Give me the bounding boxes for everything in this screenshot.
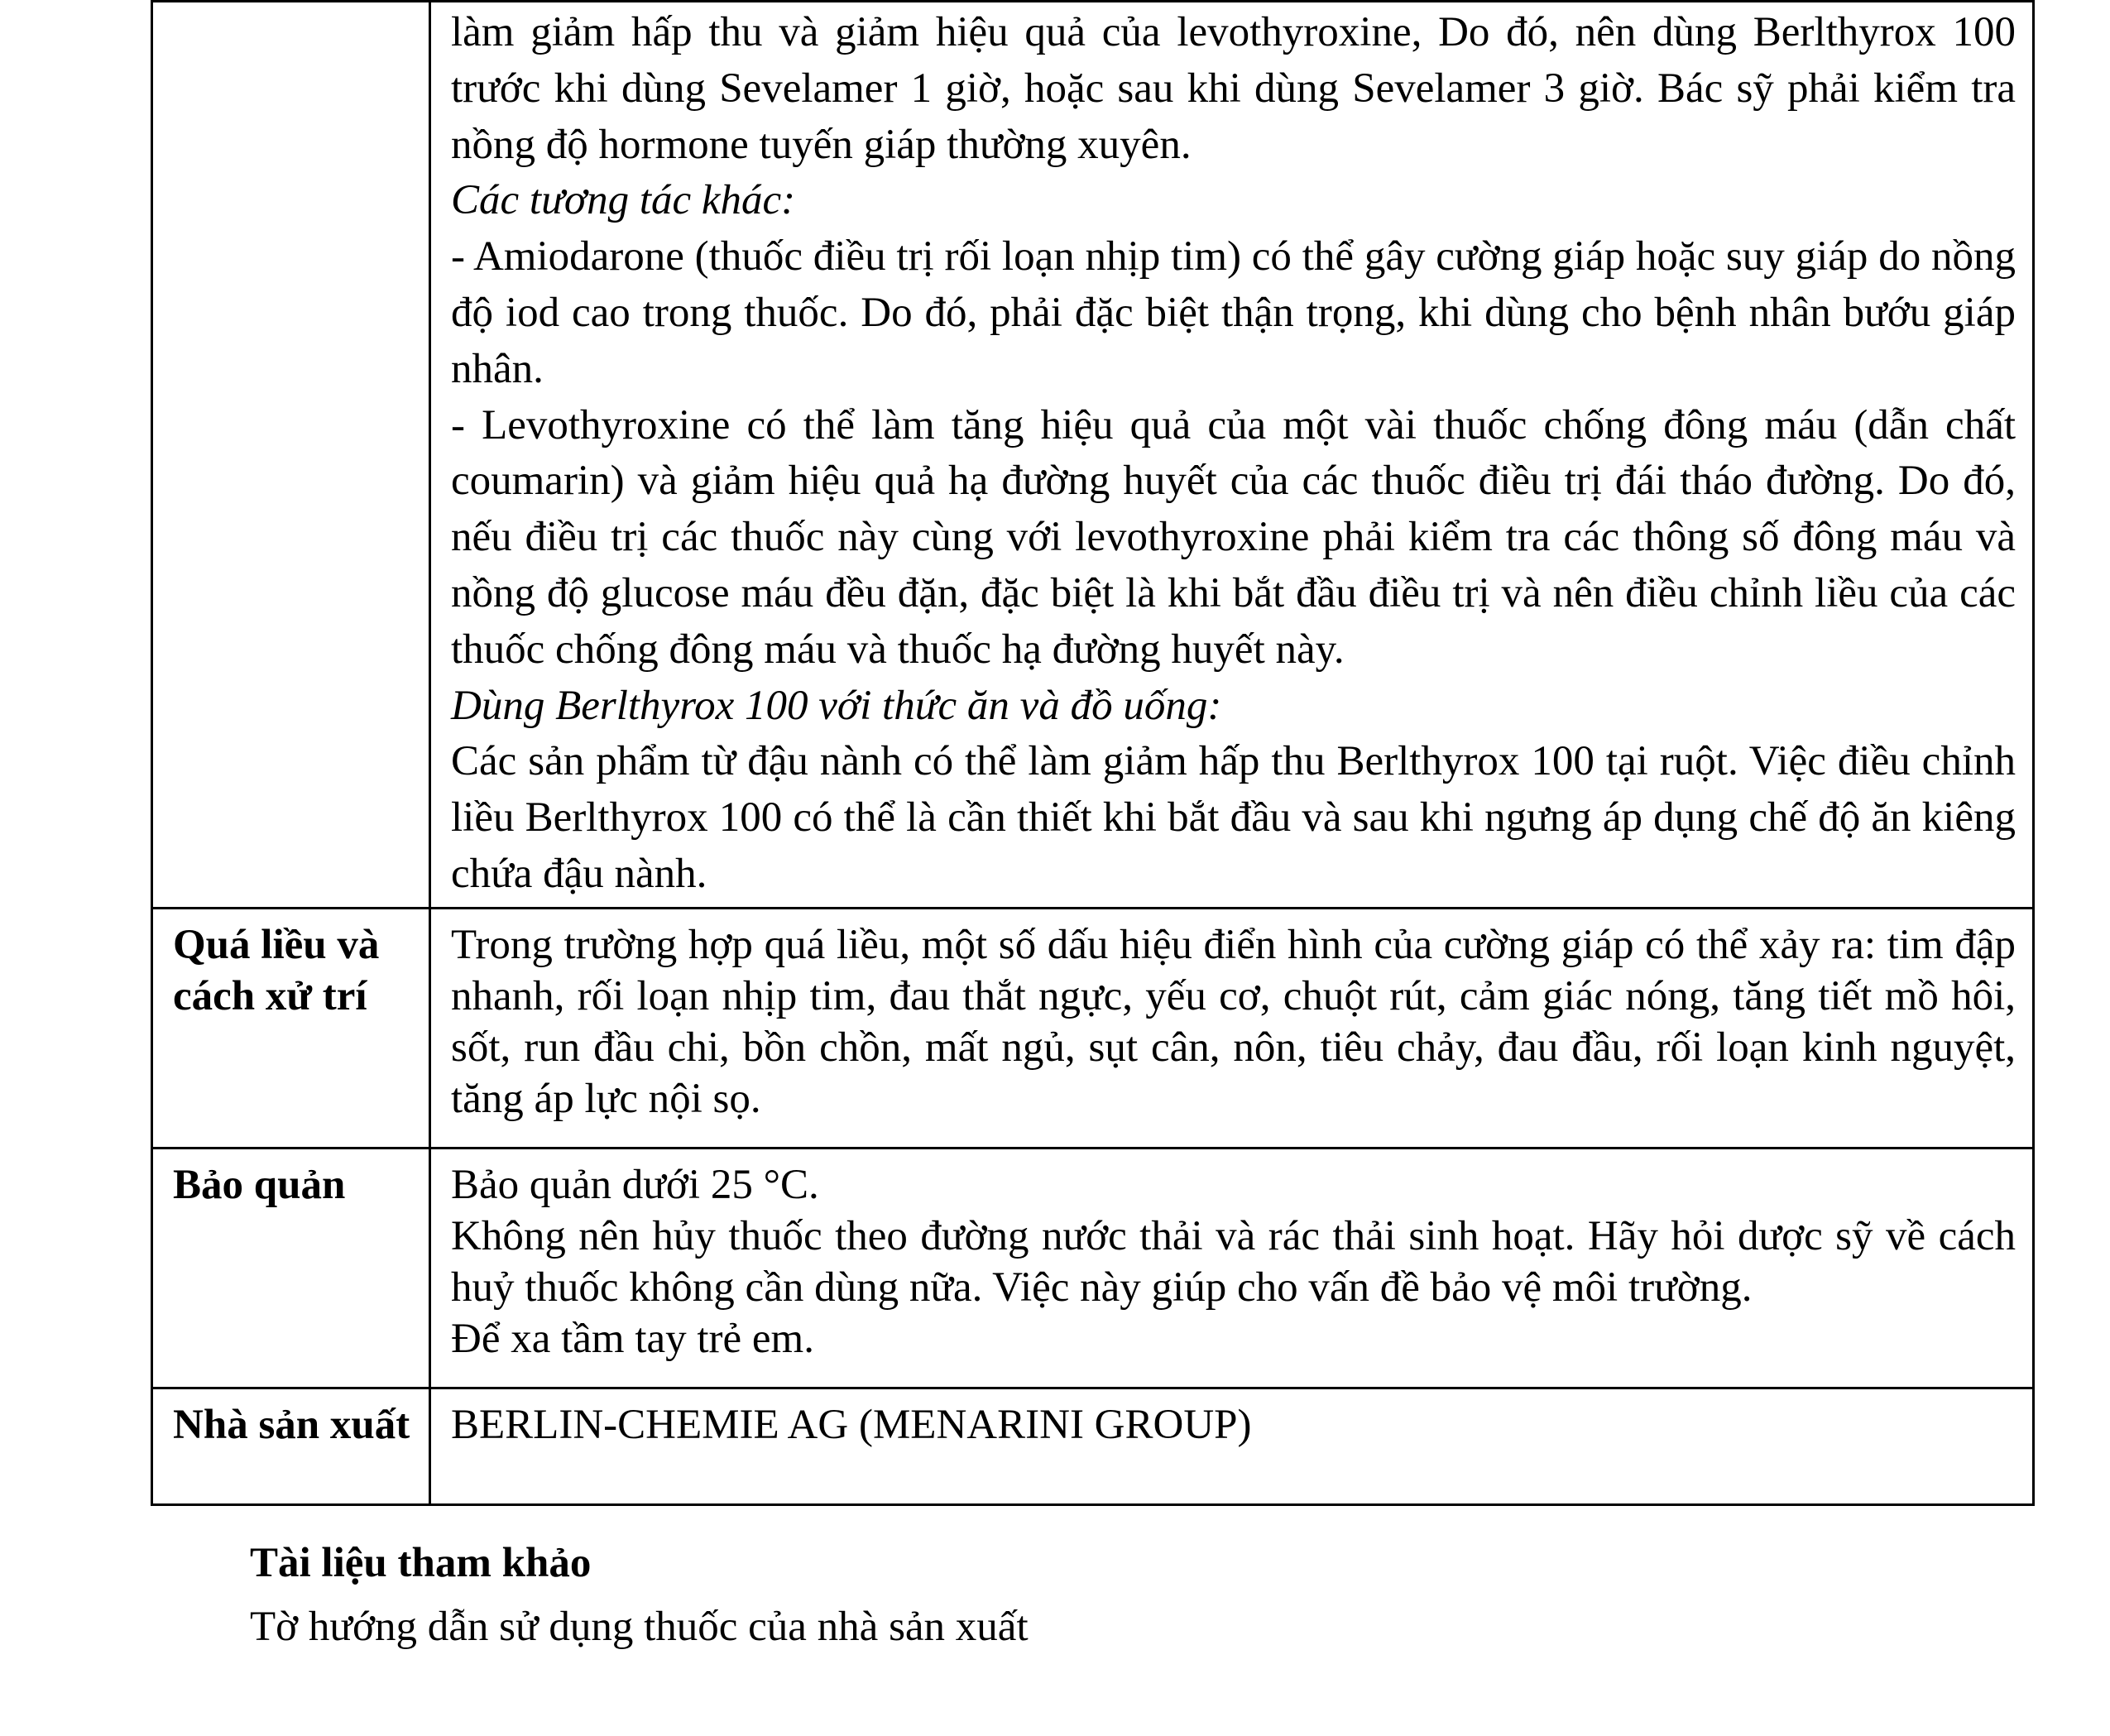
row-label-manufacturer: Nhà sản xuất	[152, 1388, 430, 1505]
row-label-storage: Bảo quản	[152, 1149, 430, 1388]
interaction-anticoagulant-text: - Levothyroxine có thể làm tăng hiệu quả của một vài thuốc chống đông máu (dẫn chất coumarin) và giảm hiệu quả hạ đường huyết của các thuốc điều trị đái tháo đường. Do đó, nếu điều trị các thuốc này cùng với levothyroxine phải kiểm tra các thông số đông máu và nồng độ glucose máu đều đặn, đặc biệt là khi bắt đầu điều trị và nên điều chỉnh liều của các thuốc chống đông máu và thuốc hạ đường huyết này.	[451, 401, 2016, 673]
other-interactions-heading: Các tương tác khác:	[451, 177, 796, 224]
table-row-interactions	[152, 2, 2034, 909]
references-text: Tờ hướng dẫn sử dụng thuốc của nhà sản xuất	[250, 1604, 1029, 1650]
food-drink-heading: Dùng Berlthyrox 100 với thức ăn và đồ uống:	[451, 682, 1222, 729]
row-content-interactions	[430, 2, 2034, 909]
storage-disposal-text: Không nên hủy thuốc theo đường nước thải và rác thải sinh hoạt. Hãy hỏi dược sỹ về cách huỷ thuốc không cần dùng nữa. Việc này giúp cho vấn đề bảo vệ môi trường.	[451, 1213, 2016, 1311]
row-content-overdose	[430, 909, 2034, 1149]
drug-info-table	[151, 0, 2035, 1506]
interaction-sevelamer-text: làm giảm hấp thu và giảm hiệu quả của levothyroxine, Do đó, nên dùng Berlthyrox 100 trước khi dùng Sevelamer 1 giờ, hoặc sau khi dùng Sevelamer 3 giờ. Bác sỹ phải kiểm tra nồng độ hormone tuyến giáp thường xuyên.	[451, 9, 2016, 168]
storage-children-text: Để xa tầm tay trẻ em.	[451, 1316, 814, 1362]
row-content-manufacturer	[430, 1388, 2034, 1505]
row-content-storage	[430, 1149, 2034, 1388]
soy-products-text: Các sản phẩm từ đậu nành có thể làm giảm hấp thu Berlthyrox 100 tại ruột. Việc điều chỉnh liều Berlthyrox 100 có thể là cần thiết khi bắt đầu và sau khi ngưng áp dụng chế độ ăn kiêng chứa đậu nành.	[451, 738, 2016, 897]
storage-temperature-text: Bảo quản dưới 25 °C.	[451, 1162, 819, 1208]
references-heading: Tài liệu tham khảo	[250, 1540, 592, 1586]
interaction-amiodarone-text: - Amiodarone (thuốc điều trị rối loạn nhịp tim) có thể gây cường giáp hoặc suy giáp do nồng độ iod cao trong thuốc. Do đó, phải đặc biệt thận trọng, khi dùng cho bệnh nhân bướu giáp nhân.	[451, 233, 2016, 392]
manufacturer-text: BERLIN-CHEMIE AG (MENARINI GROUP)	[451, 1402, 1252, 1448]
table-row-storage	[152, 1149, 2034, 1388]
row-label-overdose: Quá liều và cách xử trí	[152, 909, 430, 1149]
table-row-overdose	[152, 909, 2034, 1149]
overdose-text: Trong trường hợp quá liều, một số dấu hiệu điển hình của cường giáp có thể xảy ra: tim đập nhanh, rối loạn nhịp tim, đau thắt ngực, yếu cơ, chuột rút, cảm giác nóng, tăng tiết mồ hôi, sốt, run đầu chi, bồn chồn, mất ngủ, sụt cân, nôn, tiêu chảy, đau đầu, rối loạn kinh nguyệt, tăng áp lực nội sọ.	[451, 922, 2016, 1122]
row-label-empty	[152, 2, 430, 909]
table-row-manufacturer	[152, 1388, 2034, 1505]
